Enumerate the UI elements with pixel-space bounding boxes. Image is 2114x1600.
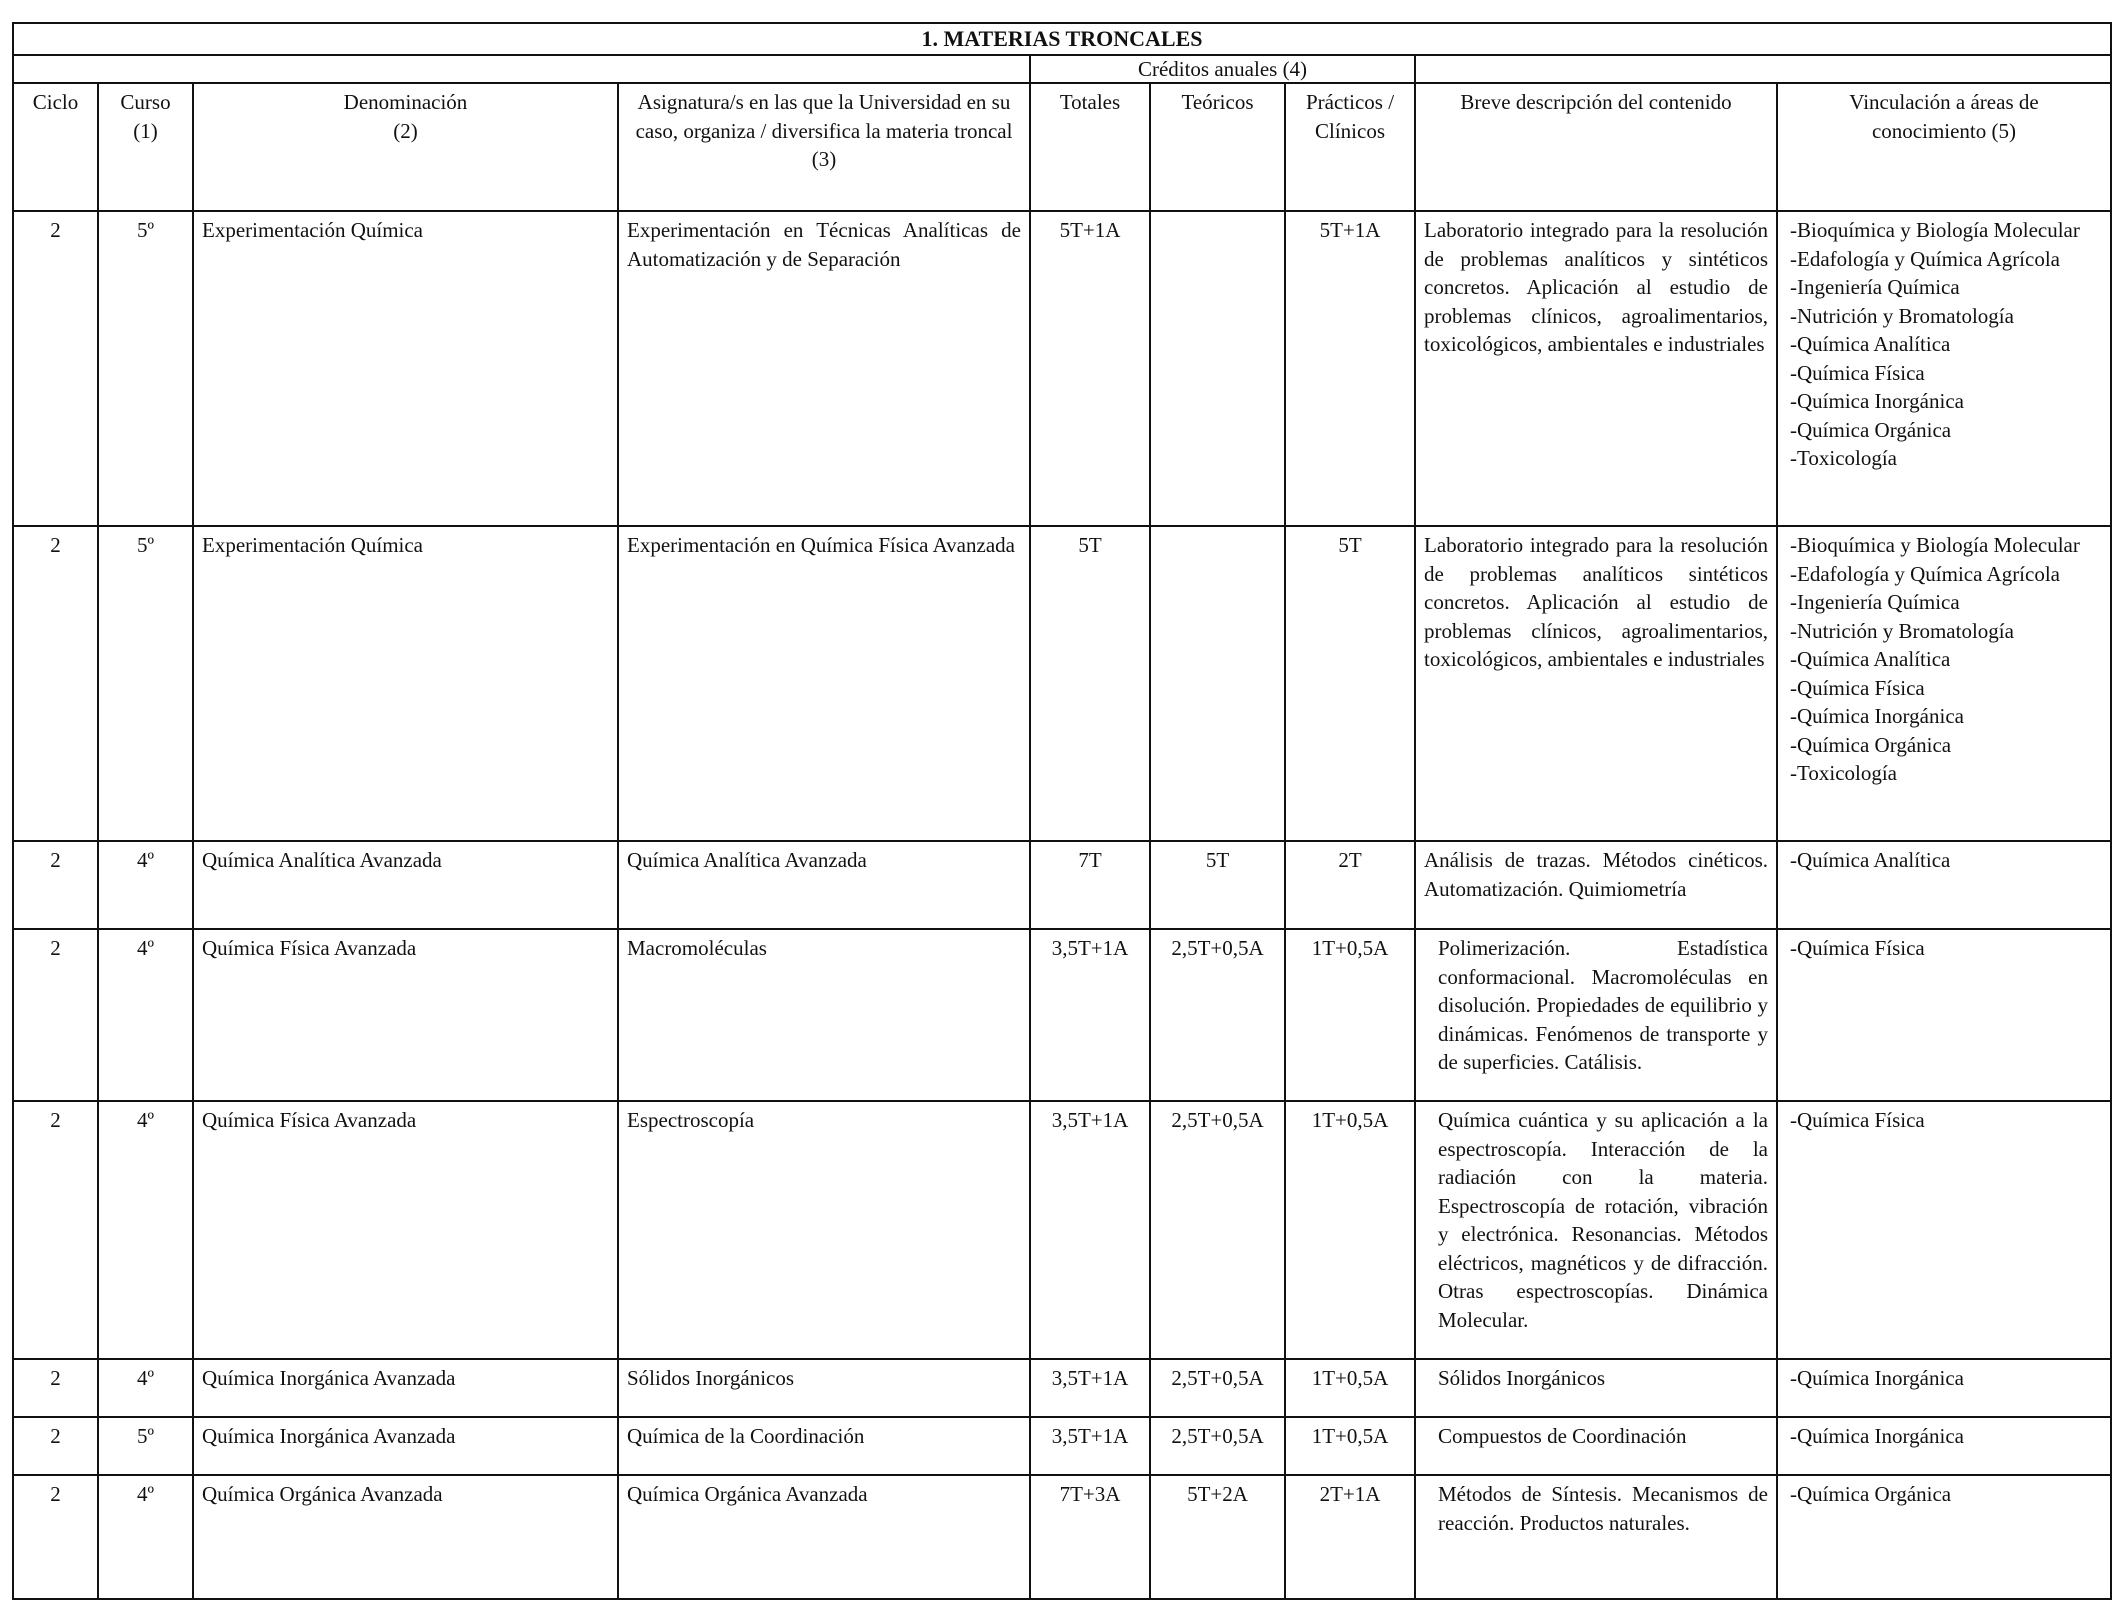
area-item: -Química Analítica: [1790, 647, 1951, 671]
materias-troncales-table: [12, 22, 2112, 1600]
header-ciclo: Ciclo: [13, 83, 98, 211]
vinculacion-cell: [1777, 929, 2111, 1101]
header-practicos: Prácticos / Clínicos: [1285, 83, 1415, 211]
creditos-anuales-header: Créditos anuales (4): [1030, 55, 1415, 83]
area-item: -Ingeniería Química: [1790, 275, 1960, 299]
vinculacion-cell: [1777, 1475, 2111, 1599]
descripcion-cell: Química cuántica y su aplicación a la espectroscopía. Interacción de la radiación con la materia. Espectroscopía de rotación, vibración y electrónica. Resonancias. Métodos eléctricos, magnéticos y de difracción. Otras espectroscopías. Dinámica Molecular.: [1415, 1101, 1777, 1359]
table-row: [13, 1101, 2111, 1359]
ciclo-cell: 2: [13, 1359, 98, 1417]
curso-cell: 4º: [98, 1101, 193, 1359]
descripcion-cell: Sólidos Inorgánicos: [1415, 1359, 1777, 1417]
totales-cell: 7T: [1030, 841, 1150, 929]
curso-cell: 4º: [98, 841, 193, 929]
descripcion-cell: Análisis de trazas. Métodos cinéticos. Automatización. Quimiometría: [1415, 841, 1777, 929]
descripcion-cell: Polimerización. Estadística conformacional. Macromoléculas en disolución. Propiedades de equilibrio y dinámicas. Fenómenos de transporte y de superficies. Catálisis.: [1415, 929, 1777, 1101]
vinculacion-cell: [1777, 526, 2111, 841]
totales-cell: 3,5T+1A: [1030, 929, 1150, 1101]
ciclo-cell: 2: [13, 1101, 98, 1359]
asignatura-cell: Química Analítica Avanzada: [618, 841, 1030, 929]
totales-cell: 3,5T+1A: [1030, 1417, 1150, 1475]
teoricos-cell: 2,5T+0,5A: [1150, 1359, 1285, 1417]
area-item: -Toxicología: [1790, 446, 1897, 470]
denominacion-cell: Química Física Avanzada: [193, 1101, 618, 1359]
practicos-cell: 5T: [1285, 526, 1415, 841]
vinculacion-cell: [1777, 211, 2111, 526]
area-item: -Química Orgánica: [1790, 732, 1952, 757]
practicos-cell: 2T+1A: [1285, 1475, 1415, 1599]
area-item: -Edafología y Química Agrícola: [1790, 246, 2060, 271]
curso-cell: 4º: [98, 1475, 193, 1599]
column-header-row: [13, 83, 2111, 211]
table-row: [13, 1417, 2111, 1475]
area-item: -Química Física: [1790, 1108, 1925, 1132]
asignatura-cell: Espectroscopía: [618, 1101, 1030, 1359]
practicos-cell: 1T+0,5A: [1285, 929, 1415, 1101]
header-asignatura: Asignatura/s en las que la Universidad en su caso, organiza / diversifica la materia troncal (3): [618, 83, 1030, 211]
descripcion-cell: Laboratorio integrado para la resolución de problemas analíticos sintéticos concretos. Aplicación al estudio de problemas clínicos, agroalimentarios, toxicológicos, ambientales e industriales: [1415, 526, 1777, 841]
asignatura-cell: Experimentación en Química Física Avanzada: [618, 526, 1030, 841]
vinculacion-cell: [1777, 1359, 2111, 1417]
practicos-cell: 1T+0,5A: [1285, 1101, 1415, 1359]
area-item: -Edafología y Química Agrícola: [1790, 561, 2060, 586]
area-item: -Ingeniería Química: [1790, 590, 1960, 614]
curso-cell: 4º: [98, 929, 193, 1101]
area-item: -Bioquímica y Biología Molecular: [1790, 218, 2080, 242]
vinculacion-cell: [1777, 1101, 2111, 1359]
area-item: -Química Física: [1790, 675, 1925, 700]
descripcion-cell: Laboratorio integrado para la resolución de problemas analíticos y sintéticos concretos. Aplicación al estudio de problemas clínicos, agroalimentarios, toxicológicos, ambientales e industriales: [1415, 211, 1777, 526]
credits-group-row: [13, 55, 2111, 83]
asignatura-cell: Sólidos Inorgánicos: [618, 1359, 1030, 1417]
vinculacion-cell: [1777, 841, 2111, 929]
totales-cell: 3,5T+1A: [1030, 1101, 1150, 1359]
curso-cell: 4º: [98, 1359, 193, 1417]
teoricos-cell: 2,5T+0,5A: [1150, 1417, 1285, 1475]
asignatura-cell: Macromoléculas: [618, 929, 1030, 1101]
curso-cell: 5º: [98, 211, 193, 526]
curso-cell: 5º: [98, 1417, 193, 1475]
ciclo-cell: 2: [13, 211, 98, 526]
ciclo-cell: 2: [13, 841, 98, 929]
area-item: -Química Inorgánica: [1790, 704, 1964, 728]
practicos-cell: 5T+1A: [1285, 211, 1415, 526]
header-totales: Totales: [1030, 83, 1150, 211]
header-descripcion: Breve descripción del contenido: [1415, 83, 1777, 211]
document-page: [12, 22, 2110, 1600]
table-row: [13, 526, 2111, 841]
teoricos-cell: 5T: [1150, 841, 1285, 929]
denominacion-cell: Experimentación Química: [193, 211, 618, 526]
descripcion-cell: Métodos de Síntesis. Mecanismos de reacción. Productos naturales.: [1415, 1475, 1777, 1599]
totales-cell: 5T+1A: [1030, 211, 1150, 526]
teoricos-cell: 2,5T+0,5A: [1150, 929, 1285, 1101]
teoricos-cell: 2,5T+0,5A: [1150, 1101, 1285, 1359]
table-row: [13, 211, 2111, 526]
area-item: -Toxicología: [1790, 761, 1897, 785]
blank-header-cell: [1415, 55, 2111, 83]
teoricos-cell: [1150, 526, 1285, 841]
practicos-cell: 1T+0,5A: [1285, 1417, 1415, 1475]
denominacion-cell: Química Física Avanzada: [193, 929, 618, 1101]
area-item: -Química Física: [1790, 936, 1925, 960]
practicos-cell: 1T+0,5A: [1285, 1359, 1415, 1417]
ciclo-cell: 2: [13, 1417, 98, 1475]
header-vinculacion: Vinculación a áreas de conocimiento (5): [1777, 83, 2111, 211]
denominacion-cell: Química Inorgánica Avanzada: [193, 1417, 618, 1475]
table-row: [13, 1359, 2111, 1417]
descripcion-cell: Compuestos de Coordinación: [1415, 1417, 1777, 1475]
curso-cell: 5º: [98, 526, 193, 841]
area-item: -Bioquímica y Biología Molecular: [1790, 533, 2080, 557]
blank-header-cell: [13, 55, 1030, 83]
ciclo-cell: 2: [13, 526, 98, 841]
teoricos-cell: [1150, 211, 1285, 526]
area-item: -Química Orgánica: [1790, 1482, 1952, 1506]
area-item: -Nutrición y Bromatología: [1790, 618, 2014, 643]
table-row: [13, 1475, 2111, 1599]
area-item: -Química Inorgánica: [1790, 1366, 1964, 1390]
denominacion-cell: Experimentación Química: [193, 526, 618, 841]
asignatura-cell: Química de la Coordinación: [618, 1417, 1030, 1475]
totales-cell: 5T: [1030, 526, 1150, 841]
ciclo-cell: 2: [13, 929, 98, 1101]
totales-cell: 3,5T+1A: [1030, 1359, 1150, 1417]
area-item: -Química Analítica: [1790, 332, 1951, 356]
header-teoricos: Teóricos: [1150, 83, 1285, 211]
area-item: -Química Orgánica: [1790, 417, 1952, 442]
area-item: -Nutrición y Bromatología: [1790, 303, 2014, 328]
table-row: [13, 929, 2111, 1101]
teoricos-cell: 5T+2A: [1150, 1475, 1285, 1599]
totales-cell: 7T+3A: [1030, 1475, 1150, 1599]
area-item: -Química Analítica: [1790, 848, 1951, 872]
practicos-cell: 2T: [1285, 841, 1415, 929]
table-row: [13, 841, 2111, 929]
ciclo-cell: 2: [13, 1475, 98, 1599]
table-title-row: [13, 23, 2111, 55]
denominacion-cell: Química Analítica Avanzada: [193, 841, 618, 929]
vinculacion-cell: [1777, 1417, 2111, 1475]
asignatura-cell: Experimentación en Técnicas Analíticas de Automatización y de Separación: [618, 211, 1030, 526]
header-denominacion: Denominación (2): [193, 83, 618, 211]
asignatura-cell: Química Orgánica Avanzada: [618, 1475, 1030, 1599]
area-item: -Química Inorgánica: [1790, 389, 1964, 413]
denominacion-cell: Química Inorgánica Avanzada: [193, 1359, 618, 1417]
denominacion-cell: Química Orgánica Avanzada: [193, 1475, 618, 1599]
header-curso: Curso (1): [98, 83, 193, 211]
area-item: -Química Inorgánica: [1790, 1424, 1964, 1448]
table-title: 1. MATERIAS TRONCALES: [13, 23, 2111, 55]
area-item: -Química Física: [1790, 360, 1925, 385]
